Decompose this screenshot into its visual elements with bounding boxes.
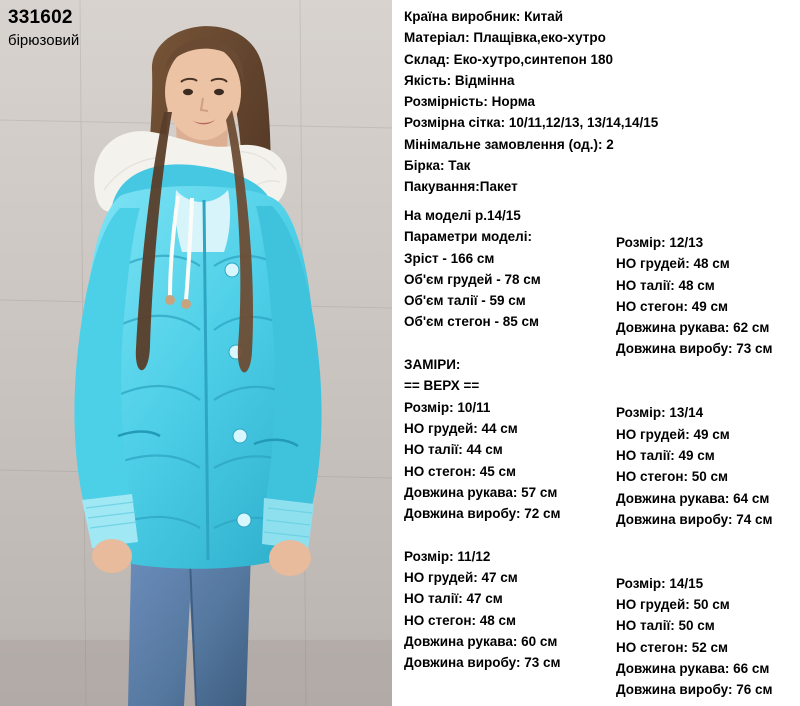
measurements-section: == ВЕРХ ==	[404, 378, 480, 394]
spacer	[616, 381, 800, 402]
measure-line: НО грудей: 48 см	[616, 256, 730, 272]
spec-line: Розмірна сітка: 10/11,12/13, 13/14,14/15	[404, 115, 659, 131]
product-code-block	[8, 6, 168, 52]
model-param: Зріст - 166 см	[404, 250, 495, 266]
spacer	[616, 360, 800, 381]
measure-line: Довжина виробу: 72 см	[404, 506, 561, 522]
measure-line: НО стегон: 48 см	[404, 612, 516, 628]
measure-line: НО талії: 47 см	[404, 591, 503, 607]
spacer	[404, 333, 604, 354]
product-color: бірюзовий	[8, 32, 80, 49]
sizes-column-right	[616, 232, 800, 701]
product-photo	[0, 0, 392, 706]
measure-line: НО стегон: 52 см	[616, 639, 728, 655]
measure-line: НО стегон: 45 см	[404, 463, 516, 479]
measure-line: Довжина рукава: 66 см	[616, 660, 770, 676]
measure-line: НО талії: 48 см	[616, 277, 715, 293]
model-param: Об'єм грудей - 78 см	[404, 271, 541, 287]
specifications-column	[404, 6, 794, 198]
size-label: Розмір: 12/13	[616, 235, 704, 250]
spec-line: Мінімальне замовлення (од.): 2	[404, 136, 614, 152]
product-code: 331602	[8, 7, 73, 28]
measure-line: Довжина виробу: 73 см	[404, 655, 561, 671]
measure-line: НО стегон: 49 см	[616, 298, 728, 314]
spec-line: Бірка: Так	[404, 158, 471, 174]
product-photo-illustration	[0, 0, 392, 706]
size-label: Розмір: 11/12	[404, 548, 491, 564]
measure-line: Довжина виробу: 74 см	[616, 511, 773, 527]
hand-right	[269, 540, 311, 576]
measure-line: Довжина рукава: 64 см	[616, 490, 770, 506]
measure-line: НО грудей: 50 см	[616, 597, 730, 613]
size-label: Розмір: 13/14	[616, 405, 704, 421]
measure-line: НО грудей: 49 см	[616, 426, 730, 442]
measure-line: Довжина рукава: 57 см	[404, 484, 558, 500]
measure-line: Довжина виробу: 73 см	[616, 341, 773, 357]
model-param: Об'єм талії - 59 см	[404, 293, 526, 309]
spacer	[616, 551, 800, 572]
measure-line: НО талії: 50 см	[616, 618, 715, 634]
measure-line: НО талії: 44 см	[404, 442, 503, 458]
hand-left	[92, 539, 132, 573]
measure-line: Довжина виробу: 76 см	[616, 682, 773, 698]
spec-line: Країна виробник: Китай	[404, 9, 564, 24]
spec-line: Пакування:Пакет	[404, 179, 518, 195]
measure-line: Довжина рукава: 62 см	[616, 320, 770, 336]
measure-line: НО стегон: 50 см	[616, 469, 728, 485]
model-and-measurements-column	[404, 205, 604, 674]
model-param: Об'єм стегон - 85 см	[404, 314, 539, 330]
spec-line: Якість: Відмінна	[404, 72, 515, 88]
measure-line: НО грудей: 44 см	[404, 420, 518, 436]
spec-line: Матеріал: Плащівка,еко-хутро	[404, 30, 606, 46]
spacer	[616, 530, 800, 551]
measure-line: Довжина рукава: 60 см	[404, 633, 558, 649]
size-label: Розмір: 14/15	[616, 575, 704, 591]
model-params-label: Параметри моделі:	[404, 229, 532, 245]
model-heading: На моделі р.14/15	[404, 208, 521, 223]
spec-line: Склад: Еко-хутро,синтепон 180	[404, 51, 614, 67]
spacer	[404, 524, 604, 545]
measurements-title: ЗАМІРИ:	[404, 357, 461, 373]
measure-line: НО грудей: 47 см	[404, 570, 518, 586]
spec-line: Розмірність: Норма	[404, 94, 536, 110]
size-label: Розмір: 10/11	[404, 399, 491, 415]
measure-line: НО талії: 49 см	[616, 447, 715, 463]
